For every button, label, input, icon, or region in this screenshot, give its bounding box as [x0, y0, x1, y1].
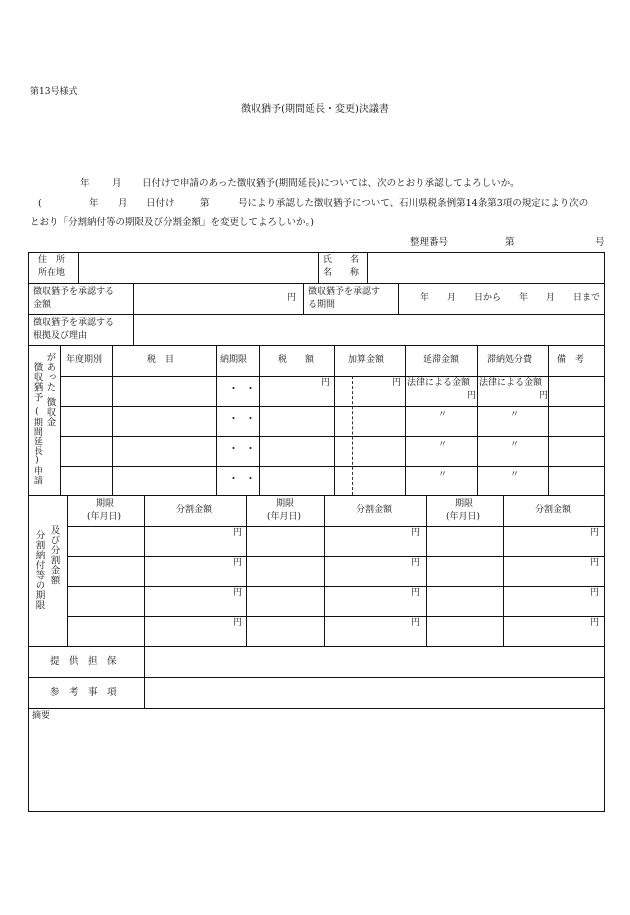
header-fiscal-period: 年度期別	[66, 355, 103, 365]
header-tax-amount: 税 額	[278, 355, 315, 365]
installment-yen: 円	[590, 558, 600, 568]
reference-go: 号	[595, 237, 605, 248]
tax-yen-unit: 円	[321, 378, 331, 388]
installment-yen: 円	[411, 588, 421, 598]
security-field[interactable]	[146, 648, 603, 675]
installment-yen: 円	[590, 588, 600, 598]
installment-yen: 円	[233, 528, 243, 538]
org-name-label: 名 称	[323, 268, 360, 278]
due-date-dots: ・・	[228, 382, 262, 395]
name-field[interactable]	[369, 254, 603, 281]
header-late-fee: 延滞金額	[423, 355, 460, 365]
late-fee-ditto: 〃	[438, 410, 448, 420]
intro-month: 月	[112, 178, 122, 189]
approved-amount-label: 徴収猶予を承認する	[33, 287, 115, 297]
approved-amount-label-2: 金額	[33, 300, 52, 310]
installment-yen: 円	[233, 588, 243, 598]
disposal-yen-unit: 円	[539, 391, 549, 401]
intro-line2-date: 日付け	[146, 198, 175, 209]
claim-side-label-b: があった	[44, 352, 56, 392]
installment-side-label-b: 及び分割金額	[48, 525, 60, 585]
late-fee-ditto: 〃	[438, 440, 448, 450]
intro-line2-no: 第	[200, 198, 210, 209]
claim-side-label-c: (期間延長)申請	[31, 407, 42, 485]
name-label: 氏 名	[323, 255, 360, 265]
reason-label-2: 根拠及び理由	[33, 331, 88, 341]
deadline-header-sub: (年月日)	[267, 512, 302, 522]
intro-line2-year: 年	[89, 198, 99, 209]
additional-yen-unit: 円	[392, 378, 402, 388]
location-label: 所在地	[38, 268, 66, 278]
claim-side-label-d: 徴収金	[44, 397, 56, 427]
intro-line2-open: (	[38, 198, 42, 209]
address-label: 住 所	[38, 255, 66, 265]
installment-yen: 円	[590, 528, 600, 538]
deadline-header-sub: (年月日)	[446, 512, 481, 522]
installment-amount-header: 分割金額	[535, 505, 572, 515]
header-tax-item: 税 目	[147, 355, 175, 365]
amount-yen-unit: 円	[287, 293, 297, 303]
due-date-dots: ・・	[228, 442, 262, 455]
installment-side-label-a: 分割納付等の期限	[33, 530, 45, 610]
late-fee-ditto: 〃	[438, 470, 448, 480]
header-due-date: 納期限	[220, 355, 248, 365]
intro-line3: とおり「分割納付等の期限及び分割金額」を変更してよろしいか。)	[30, 217, 314, 228]
approved-period-text[interactable]: 年 月 日から 年 月 日まで	[420, 293, 601, 303]
reference-matters-label: 参 考 事 項	[50, 687, 117, 698]
installment-yen: 円	[233, 558, 243, 568]
summary-label: 摘要	[32, 711, 51, 721]
intro-year: 年	[80, 178, 90, 189]
form-number: 第13号様式	[30, 87, 78, 97]
disposal-ditto: 〃	[510, 440, 520, 450]
installment-yen: 円	[411, 528, 421, 538]
installment-yen: 円	[590, 618, 600, 628]
due-date-dots: ・・	[228, 472, 262, 485]
address-field[interactable]	[80, 254, 316, 281]
intro-line1: 日付けで申請のあった徴収猶予(期間延長)については、次のとおり承認してよろしいか。	[142, 178, 520, 189]
due-date-dots: ・・	[228, 412, 262, 425]
reference-label: 整理番号	[410, 237, 449, 248]
disposal-ditto: 〃	[510, 410, 520, 420]
summary-field[interactable]	[30, 724, 603, 810]
disposal-ditto: 〃	[510, 470, 520, 480]
intro-line2: 号により承認した徴収猶予について、石川県税条例第14条第3項の規定により次の	[238, 198, 589, 209]
deadline-header: 期限	[276, 499, 295, 509]
reason-field[interactable]	[135, 316, 603, 343]
intro-line2-month: 月	[118, 198, 128, 209]
installment-yen: 円	[411, 618, 421, 628]
installment-amount-header: 分割金額	[356, 505, 393, 515]
header-disposal-cost: 滞納処分費	[487, 355, 533, 365]
approved-period-label: 徴収猶予を承認す	[308, 287, 381, 297]
reason-label: 徴収猶予を承認する	[33, 318, 115, 328]
deadline-header-sub: (年月日)	[87, 512, 122, 522]
disposal-law-text: 法律による金額	[479, 378, 543, 388]
security-label: 提 供 担 保	[50, 656, 117, 667]
late-fee-law-text: 法律による金額	[407, 378, 471, 388]
reference-matters-field[interactable]	[146, 679, 603, 706]
installment-yen: 円	[411, 558, 421, 568]
deadline-header: 期限	[96, 499, 115, 509]
late-fee-yen-unit: 円	[467, 391, 477, 401]
deadline-header: 期限	[455, 499, 474, 509]
installment-amount-header: 分割金額	[176, 505, 213, 515]
document-title: 徴収猶予(期間延長・変更)決議書	[241, 104, 389, 115]
header-remarks: 備 考	[557, 355, 585, 365]
claim-side-label-a: 徴収猶予	[31, 362, 43, 402]
header-additional-amount: 加算金額	[348, 355, 385, 365]
approved-period-label-2: る期間	[308, 300, 336, 310]
installment-yen: 円	[233, 618, 243, 628]
approved-amount-field[interactable]	[135, 285, 285, 312]
reference-dai: 第	[505, 237, 515, 248]
